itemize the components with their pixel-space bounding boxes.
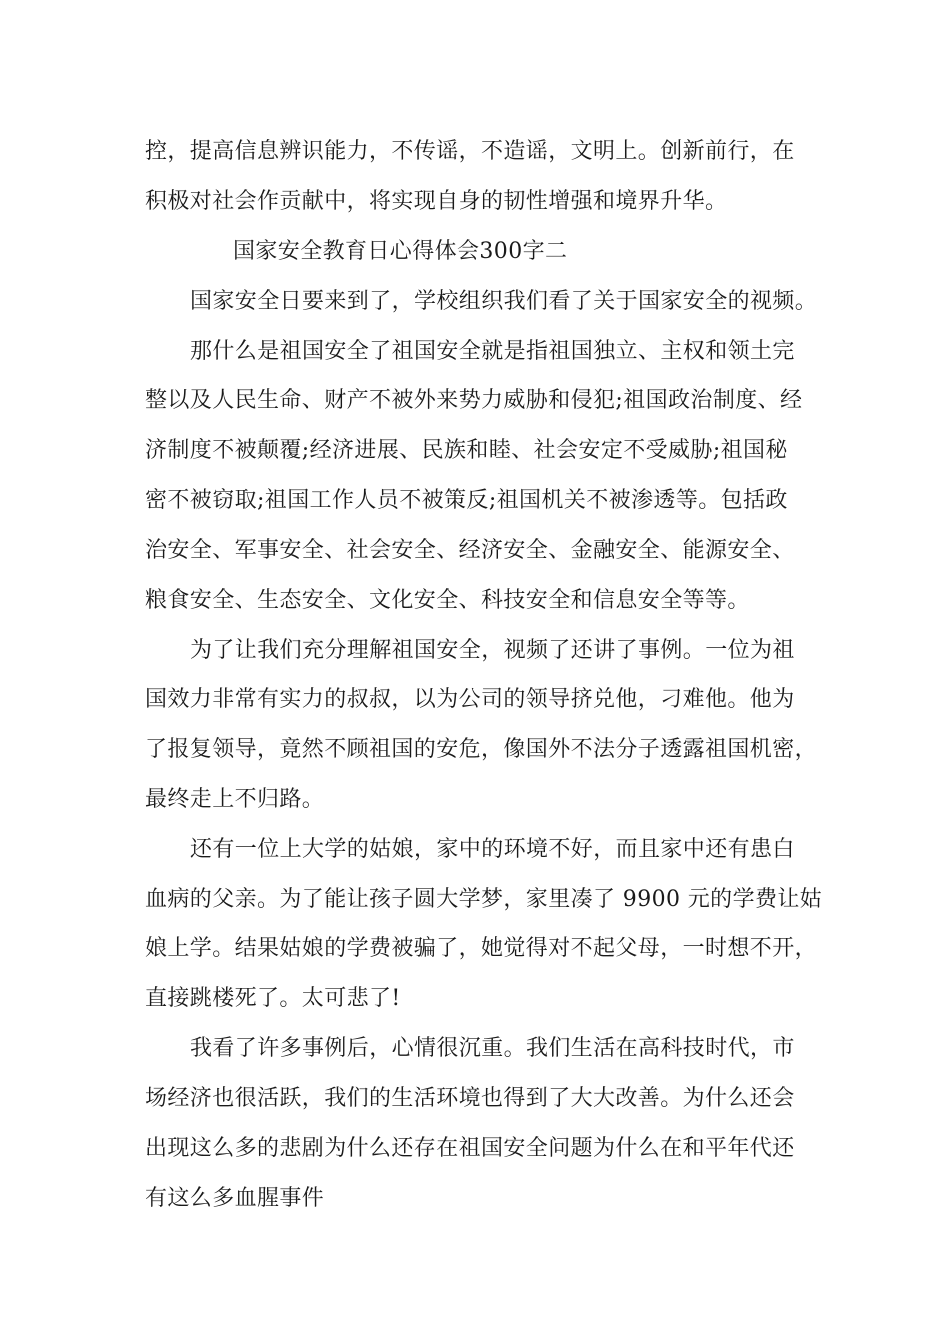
paragraph-start-line: 那什么是祖国安全了祖国安全就是指祖国独立、主权和领土完 xyxy=(190,339,795,364)
text-line: 密不被窃取;祖国工作人员不被策反;祖国机关不被渗透等。包括政 xyxy=(145,488,788,513)
text-line: 整以及人民生命、财产不被外来势力威胁和侵犯;祖国政治制度、经 xyxy=(145,388,803,413)
section-heading: 国家安全教育日心得体会300字二 xyxy=(233,239,568,264)
paragraph-start-line: 为了让我们充分理解祖国安全，视频了还讲了事例。一位为祖 xyxy=(190,638,795,663)
text-line: 积极对社会作贡献中，将实现自身的韧性增强和境界升华。 xyxy=(145,189,728,214)
text-line: 了报复领导，竟然不顾祖国的安危，像国外不法分子透露祖国机密， xyxy=(145,737,818,762)
paragraph-start-line: 我看了许多事例后，心情很沉重。我们生活在高科技时代，市 xyxy=(190,1036,795,1061)
text-line: 控，提高信息辨识能力，不传谣，不造谣，文明上。创新前行，在 xyxy=(145,139,795,164)
text-line: 直接跳楼死了。太可悲了! xyxy=(145,986,401,1011)
paragraph-start-line: 国家安全日要来到了，学校组织我们看了关于国家安全的视频。 xyxy=(190,289,818,314)
paragraph-start-line: 还有一位上大学的姑娘，家中的环境不好，而且家中还有患白 xyxy=(190,837,795,862)
text-line: 粮食安全、生态安全、文化安全、科技安全和信息安全等等。 xyxy=(145,588,750,613)
text-line: 场经济也很活跃，我们的生活环境也得到了大大改善。为什么还会 xyxy=(145,1086,795,1111)
text-line: 娘上学。结果姑娘的学费被骗了，她觉得对不起父母，一时想不开， xyxy=(145,936,818,961)
text-line: 国效力非常有实力的叔叔，以为公司的领导挤兑他，刁难他。他为 xyxy=(145,687,795,712)
text-line: 出现这么多的悲剧为什么还存在祖国安全问题为什么在和平年代还 xyxy=(145,1136,795,1161)
text-line: 有这么多血腥事件 xyxy=(145,1186,325,1211)
text-line: 血病的父亲。为了能让孩子圆大学梦，家里凑了 9900 元的学费让姑 xyxy=(145,887,823,912)
text-line: 最终走上不归路。 xyxy=(145,787,325,812)
text-line: 济制度不被颠覆;经济进展、民族和睦、社会安定不受威胁;祖国秘 xyxy=(145,438,788,463)
text-line: 治安全、军事安全、社会安全、经济安全、金融安全、能源安全、 xyxy=(145,538,795,563)
